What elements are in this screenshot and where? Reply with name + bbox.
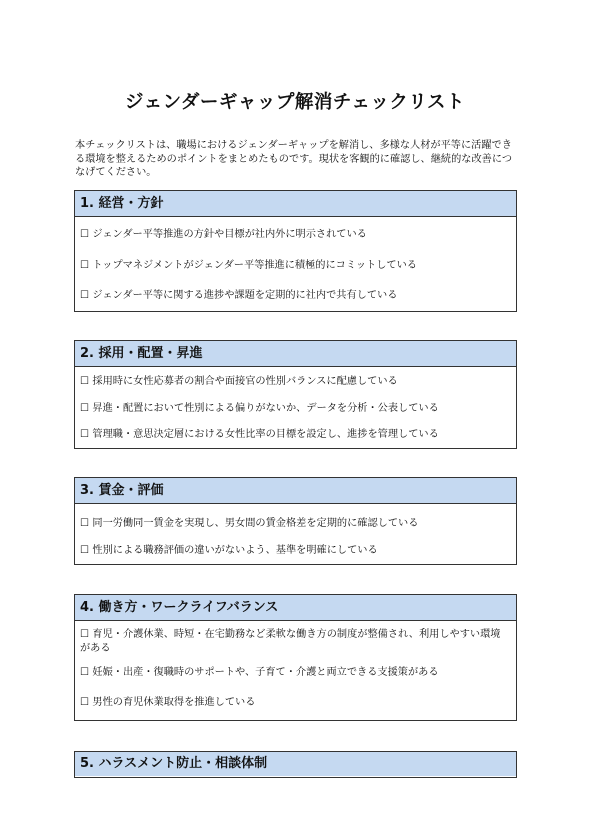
checklist-item[interactable] [80, 228, 510, 242]
section-heading: 2. 採用・配置・昇進 [75, 341, 516, 367]
checklist-item[interactable] [80, 666, 510, 680]
checklist-item-label: 性別による職務評価の違いがないよう、基準を明確にしている [92, 544, 378, 556]
checklist-item[interactable] [80, 428, 510, 442]
checkbox-icon[interactable]: ☐ [80, 376, 90, 387]
checklist-item-label: 昇進・配置において性別による偏りがないか、データを分析・公表している [92, 402, 439, 414]
checkbox-icon[interactable]: ☐ [80, 667, 90, 678]
checkbox-icon[interactable]: ☐ [80, 629, 90, 640]
section-heading: 1. 経営・方針 [75, 191, 516, 217]
checklist-item-label: 男性の育児休業取得を推進している [92, 696, 256, 708]
checkbox-icon[interactable]: ☐ [80, 229, 90, 240]
checklist-item[interactable] [80, 259, 510, 273]
checklist-item[interactable] [80, 517, 510, 531]
checklist-item-label: 育児・介護休業、時短・在宅勤務など柔軟な働き方の制度が整備され、利用しやすい環境がある [80, 629, 501, 654]
page-title: ジェンダーギャップ解消チェックリスト [125, 92, 465, 113]
section-wages-evaluation [74, 477, 517, 565]
checklist-item[interactable] [80, 375, 510, 389]
section-harassment-prevention [74, 751, 517, 778]
checklist-item-label: 同一労働同一賃金を実現し、男女間の賃金格差を定期的に確認している [92, 518, 419, 529]
section-heading: 3. 賃金・評価 [75, 478, 516, 504]
checklist-item[interactable] [80, 402, 510, 416]
section-heading: 5. ハラスメント防止・相談体制 [75, 752, 516, 776]
checkbox-icon[interactable]: ☐ [80, 429, 90, 440]
section-work-life-balance [74, 594, 517, 721]
checklist-item-label: ジェンダー平等に関する進捗や課題を定期的に社内で共有している [92, 290, 398, 301]
checkbox-icon[interactable]: ☐ [80, 290, 90, 301]
checkbox-icon[interactable]: ☐ [80, 544, 90, 556]
section-heading: 4. 働き方・ワークライフバランス [75, 595, 516, 621]
section-management-policy [74, 190, 517, 312]
checklist-item-label: 採用時に女性応募者の割合や面接官の性別バランスに配慮している [92, 376, 398, 387]
checkbox-icon[interactable]: ☐ [80, 402, 90, 414]
checklist-item-label: 妊娠・出産・復職時のサポートや、子育て・介護と両立できる支援策がある [92, 667, 439, 678]
checklist-item-label: ジェンダー平等推進の方針や目標が社内外に明示されている [92, 229, 367, 240]
section-recruitment-promotion [74, 340, 517, 449]
intro-text: 本チェックリストは、職場におけるジェンダーギャップを解消し、多様な人材が平等に活躍できる環境を整えるためのポイントをまとめたものです。現状を客観的に確認し、継続的な改善につなげてください。 [75, 140, 513, 178]
checklist-item[interactable] [80, 289, 510, 303]
checklist-item-label: トップマネジメントがジェンダー平等推進に積極的にコミットしている [92, 259, 417, 271]
checklist-item-label: 管理職・意思決定層における女性比率の目標を設定し、進捗を管理している [92, 429, 439, 440]
checkbox-icon[interactable]: ☐ [80, 259, 90, 271]
checklist-item[interactable] [80, 696, 510, 710]
checklist-item[interactable] [80, 544, 510, 558]
checkbox-icon[interactable]: ☐ [80, 696, 90, 708]
checklist-item[interactable] [80, 628, 510, 655]
checkbox-icon[interactable]: ☐ [80, 518, 90, 529]
